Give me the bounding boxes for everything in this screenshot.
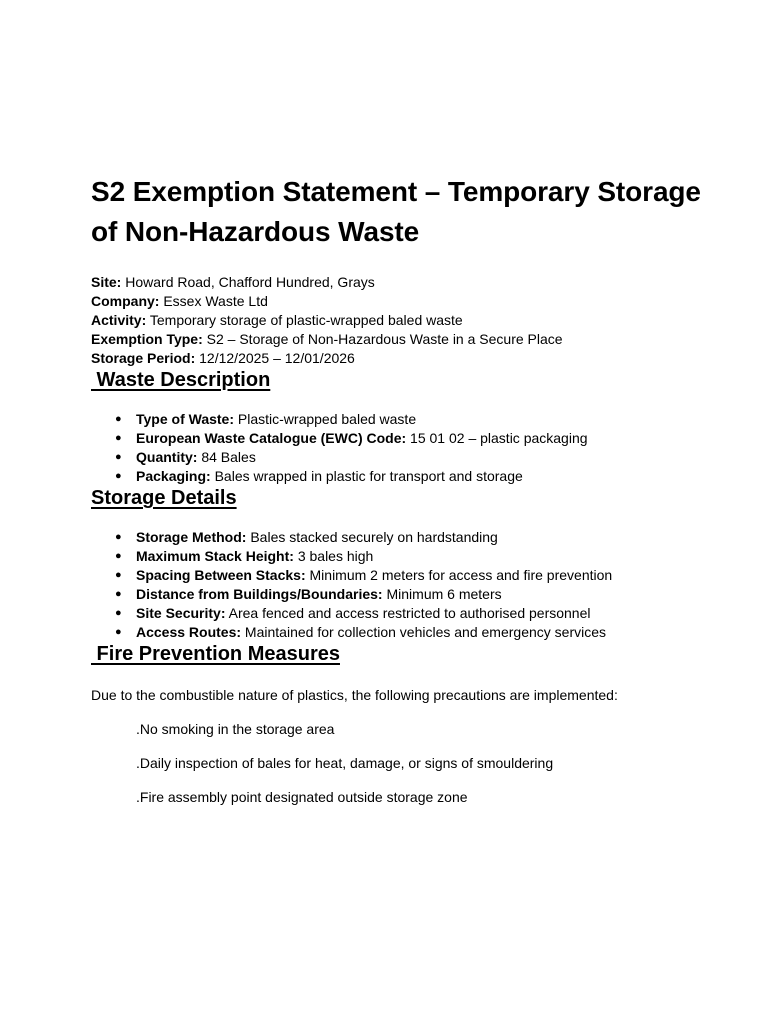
item-label: Site Security: [136,605,226,621]
item-value: Minimum 6 meters [382,586,502,602]
list-item [115,547,731,566]
detail-label: Activity: [91,312,147,328]
bullet-icon: ● [115,432,122,444]
list-item [115,467,731,486]
fire-measure: .Daily inspection of bales for heat, damage, or signs of smouldering [136,755,554,771]
item-value: 15 01 02 – plastic packaging [406,430,588,446]
item-label: Maximum Stack Height: [136,548,294,564]
storage-details-list [91,528,731,642]
detail-storage-period [91,349,731,368]
storage-details-heading: Storage Details [91,487,237,509]
item-label: Quantity: [136,449,198,465]
item-value: Maintained for collection vehicles and emergency services [241,624,607,640]
detail-value: Howard Road, Chafford Hundred, Grays [121,274,375,290]
item-label: Spacing Between Stacks: [136,567,306,583]
list-item [115,410,731,429]
detail-value: 12/12/2025 – 12/01/2026 [195,350,355,366]
bullet-icon: ● [115,607,122,619]
bullet-icon: ● [115,531,122,543]
fire-prevention-heading: Fire Prevention Measures [91,643,340,665]
fire-measure: .No smoking in the storage area [136,721,335,737]
item-value: Area fenced and access restricted to authorised personnel [225,605,591,621]
detail-value: Temporary storage of plastic-wrapped baled waste [146,312,463,328]
item-value: Bales stacked securely on hardstanding [246,529,498,545]
item-value: 3 bales high [293,548,374,564]
list-item [115,566,731,585]
detail-site [91,273,731,292]
detail-value: S2 – Storage of Non-Hazardous Waste in a Secure Place [202,331,563,347]
bullet-icon: ● [115,588,122,600]
bullet-icon: ● [115,550,122,562]
bullet-icon: ● [115,626,122,638]
item-value: Bales wrapped in plastic for transport and storage [210,468,523,484]
list-item [115,429,731,448]
bullet-icon: ● [115,413,122,425]
list-item [115,604,731,623]
item-label: European Waste Catalogue (EWC) Code: [136,430,407,446]
list-item [115,585,731,604]
list-item [115,623,731,642]
detail-label: Company: [91,293,160,309]
item-value: 84 Bales [197,449,256,465]
item-label: Access Routes: [136,624,242,640]
detail-exemption-type [91,330,731,349]
fire-measure: .Fire assembly point designated outside storage zone [136,789,468,805]
detail-company [91,292,731,311]
detail-label: Storage Period: [91,350,196,366]
bullet-icon: ● [115,470,122,482]
item-value: Minimum 2 meters for access and fire prevention [305,567,613,583]
waste-description-heading: Waste Description [91,369,271,391]
document-page [91,172,731,807]
detail-label: Exemption Type: [91,331,203,347]
detail-activity [91,311,731,330]
site-details [91,273,731,368]
item-label: Type of Waste: [136,411,235,427]
item-value: Plastic-wrapped baled waste [234,411,417,427]
list-item [115,528,731,547]
fire-prevention-intro: Due to the combustible nature of plastics, the following precautions are implemented: [91,687,618,703]
waste-description-list [91,410,731,486]
detail-value: Essex Waste Ltd [159,293,268,309]
item-label: Distance from Buildings/Boundaries: [136,586,383,602]
bullet-icon: ● [115,451,122,463]
item-label: Packaging: [136,468,211,484]
item-label: Storage Method: [136,529,247,545]
document-title: S2 Exemption Statement – Temporary Storage of Non-Hazardous Waste [91,176,701,247]
list-item [115,448,731,467]
bullet-icon: ● [115,569,122,581]
detail-label: Site: [91,274,122,290]
